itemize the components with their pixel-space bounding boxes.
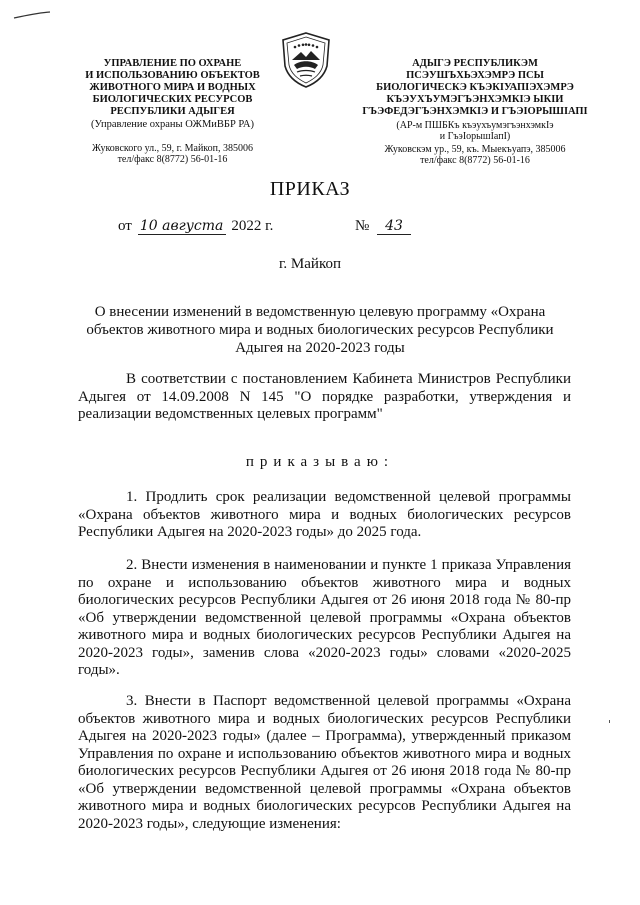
document-number — [355, 218, 411, 235]
subject-line: Адыгея на 2020-2023 годы — [235, 340, 405, 356]
number-handwritten: 43 — [377, 218, 411, 235]
header-right-line: ПСЭУШЪХЬЭХЭМРЭ ПСЫ — [406, 70, 544, 81]
header-right-line: БИОЛОГИЧЕСКЭ КЪЭКIУАПIЭХЭМРЭ — [376, 82, 574, 93]
document-title: ПРИКАЗ — [269, 178, 351, 200]
date-suffix: 2022 г. — [231, 218, 274, 234]
subject-line: О внесении изменений в ведомственную целевую программу «Охрана — [94, 304, 546, 320]
header-left-phone: тел/факс 8(8772) 56-01-16 — [117, 154, 228, 165]
coat-of-arms-icon — [275, 30, 337, 90]
paragraph-text: 1. Продлить срок реализации ведомственной целевой программы «Охрана объектов животного мира и водных биологических ресурсов Республики Адыгея на 2020-2023 годы» до 2025 года. — [78, 489, 571, 540]
header-right — [355, 58, 595, 166]
paragraph-text: 2. Внести изменения в наименовании и пункте 1 приказа Управления по охране и использованию объектов животного мира и водных биологических ресурсов Республики Адыгея от 26 июня 2018 года № 80-пр «Об утверждении ведомственной целевой программы «Охрана объектов животного мира и водных биологических ресурсов Республики Адыгея на 2020-2023 годы», заменив слова «2020-2023 годы» словами «2020-2025 годы». — [78, 557, 571, 678]
paragraph-2 — [78, 557, 571, 680]
header-right-phone: тел/факс 8(8772) 56-01-16 — [420, 155, 530, 166]
subject-line: объектов животного мира и водных биологических ресурсов Республики — [86, 322, 554, 338]
header-left-line: БИОЛОГИЧЕСКИХ РЕСУРСОВ — [92, 94, 253, 105]
header-left-line: РЕСПУБЛИКИ АДЫГЕЯ — [110, 106, 235, 117]
date-handwritten: 10 августа — [138, 218, 226, 235]
header-right-line: ГЪЭФЕДЭГЪЭНХЭМКIЭ И ГЪЭIОРЫШIАПI — [362, 106, 588, 117]
header-right-short-name: (АР-м ПШБКъ къэухъумэгъэнхэмкIэ — [396, 120, 554, 131]
header-right-short-name-cont: и ГъэIорышIапI) — [439, 131, 511, 142]
header-right-address: Жуковскэм ур., 59, къ. Мыекъуапэ, 385006 — [384, 144, 566, 155]
number-label: № — [355, 218, 370, 234]
header-left-line: И ИСПОЛЬЗОВАНИЮ ОБЪЕКТОВ — [85, 70, 260, 81]
date-prefix: от — [118, 218, 132, 234]
document-city: г. Майкоп — [278, 256, 342, 272]
header-left-line: ЖИВОТНОГО МИРА И ВОДНЫХ — [89, 82, 256, 93]
header-left-address: Жуковского ул., 59, г. Майкоп, 385006 — [91, 143, 254, 154]
pen-mark — [12, 10, 52, 20]
command-word: приказываю: — [245, 454, 395, 470]
document-subject — [70, 303, 570, 357]
paragraph-3 — [78, 693, 571, 833]
header-left-short-name: (Управление охраны ОЖМиВБР РА) — [91, 119, 254, 130]
margin-mark — [609, 720, 610, 723]
intro-paragraph — [78, 371, 571, 424]
header-right-line: КЪЭУХЪУМЭГЪЭНХЭМКIЭ ЫКIИ — [386, 94, 564, 105]
document-date — [118, 218, 273, 235]
header-left — [70, 58, 275, 165]
intro-text: В соответствии с постановлением Кабинета Министров Республики Адыгея от 14.09.2008 N 145 "О порядке разработки, утверждения и реализации ведомственных целевых программ" — [78, 371, 571, 422]
header-left-line: УПРАВЛЕНИЕ ПО ОХРАНЕ — [103, 58, 242, 69]
paragraph-text: 3. Внести в Паспорт ведомственной целевой программы «Охрана объектов животного мира и водных биологических ресурсов Республики Адыгея на 2020-2023 годы» (далее – Программа), утвержденный приказом Управления по охране и использованию объектов животного мира и водных биологических ресурсов Республики Адыгея от 26 июня 2018 года № 80-пр «Об утверждении ведомственной целевой программы «Охрана объектов животного мира и водных биологических ресурсов Республики Адыгея на 2020-2023 годы», следующие изменения: — [78, 693, 571, 832]
header-right-line: АДЫГЭ РЕСПУБЛИКЭМ — [412, 58, 538, 69]
paragraph-1 — [78, 489, 571, 542]
